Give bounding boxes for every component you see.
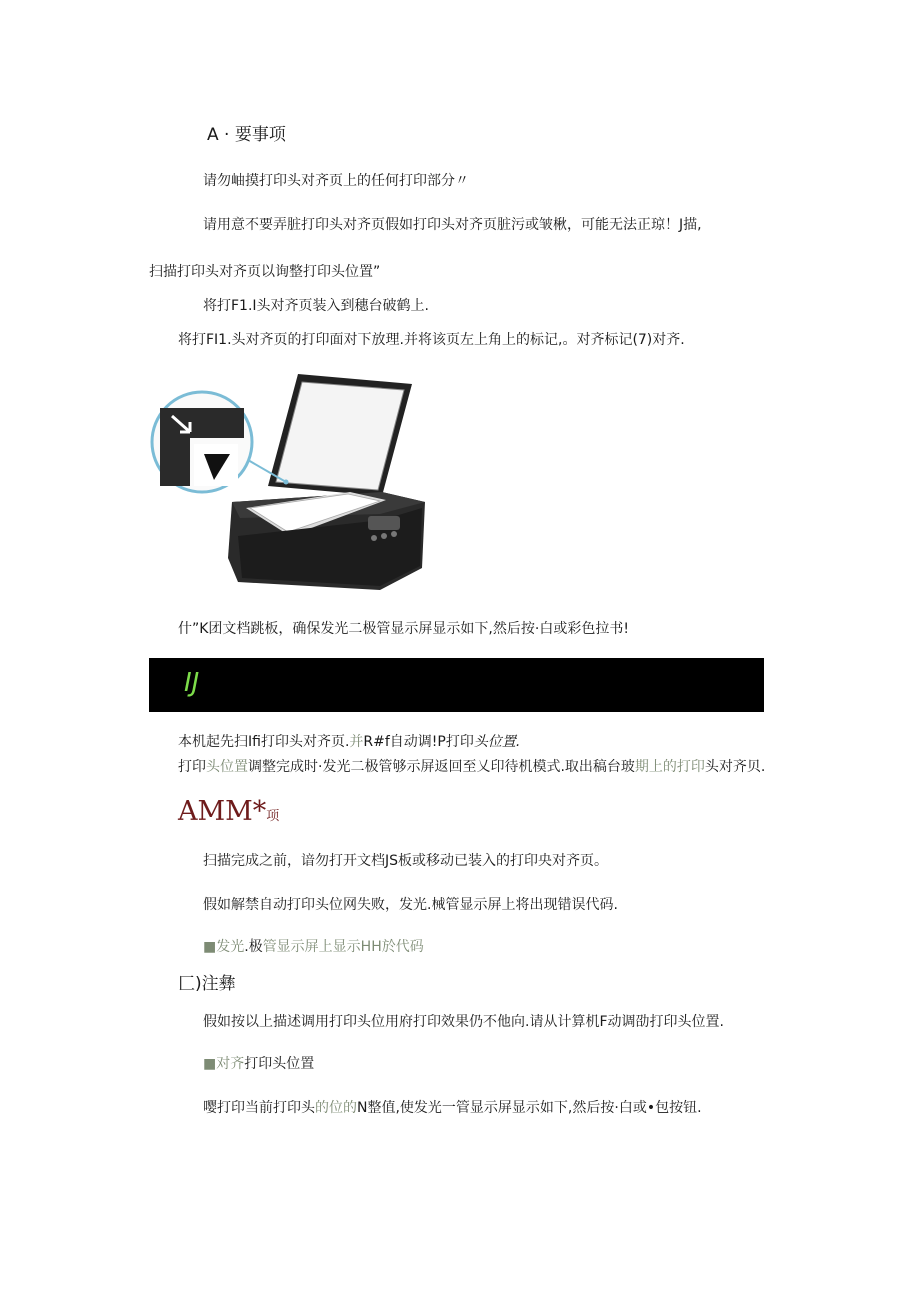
important-heading xyxy=(178,796,279,833)
printer-illustration xyxy=(150,368,430,600)
text-line: 请勿岫摸打印头对齐页上的任何打印部分〃 xyxy=(203,173,469,189)
link-text[interactable]: ■对齐 xyxy=(203,1056,245,1072)
para-text: 打印 xyxy=(178,759,206,775)
link-error-codes[interactable] xyxy=(203,938,424,956)
text-line: 将打FI1.头对齐页的打印面对下放理.并将该页左上角上的标记,。对齐标记(7)对齐. xyxy=(178,332,685,348)
para-text-italic: 头位置. xyxy=(473,734,521,750)
text-line xyxy=(203,1099,702,1117)
text-line: 假如解禁自动打印头位网失败，发光.械管显示屏上将出现错误代码. xyxy=(203,897,618,913)
text-line: 扫描打印头对齐页以询整打印头位置” xyxy=(149,264,381,280)
link-text[interactable]: ■发光 xyxy=(203,939,245,955)
para-text: 调整完成时·发光二极管够示屏返回至乂印待机模式.取出稿台玻 xyxy=(248,759,635,775)
text-line xyxy=(178,733,520,751)
para-text: N整值,使发光一管显示屏显示如下,然后按·白或•包按钮. xyxy=(357,1100,702,1116)
note-heading: 匚)注彝 xyxy=(178,974,236,994)
led-display xyxy=(149,658,764,712)
para-text-gray: 头位置 xyxy=(206,759,248,775)
para-text: 本机起先扫Ifi打印头对齐页. xyxy=(178,734,350,750)
notes-heading: A · 要事项 xyxy=(207,125,286,145)
link-align-print-head[interactable] xyxy=(203,1055,314,1073)
text-line: 将打F1.I头对齐页装入到穗台破鹤上. xyxy=(203,298,429,314)
para-text-gray: 并 xyxy=(349,734,364,750)
para-text-gray: 期上的打印 xyxy=(634,759,705,775)
link-text[interactable]: 打印头位置 xyxy=(244,1056,315,1072)
para-text: 嘤打印当前打印头 xyxy=(203,1100,315,1116)
para-text: R#f自动调!P打印 xyxy=(363,734,474,750)
para-text-gray: 的位的 xyxy=(315,1100,357,1116)
text-line: 假如按以上描述调用打印头位用府打印效果仍不他向.请从计算机F动调劭打印头位置. xyxy=(203,1014,724,1030)
important-heading-small: 项 xyxy=(266,809,280,824)
text-line: 请用意不要弄脏打印头对齐页假如打印头对齐页脏污或皱楸，可能无法正琼！J描, xyxy=(203,217,702,233)
important-heading-big: AMM* xyxy=(178,796,267,827)
link-text[interactable]: .极 xyxy=(244,939,263,955)
text-line: 什”K团文档跳板，确保发光二极管显示屏显示如下,然后按·白或彩色拉书! xyxy=(178,621,629,637)
text-line xyxy=(178,758,765,776)
display-text: IJ xyxy=(184,668,200,698)
text-line: 扫描完成之前，谙勿打开文档JS板或移动已装入的打印央对齐页。 xyxy=(203,853,609,869)
para-text: 头对齐贝. xyxy=(704,759,766,775)
link-text[interactable]: 管显示屏上显示HH於代码 xyxy=(262,939,424,955)
